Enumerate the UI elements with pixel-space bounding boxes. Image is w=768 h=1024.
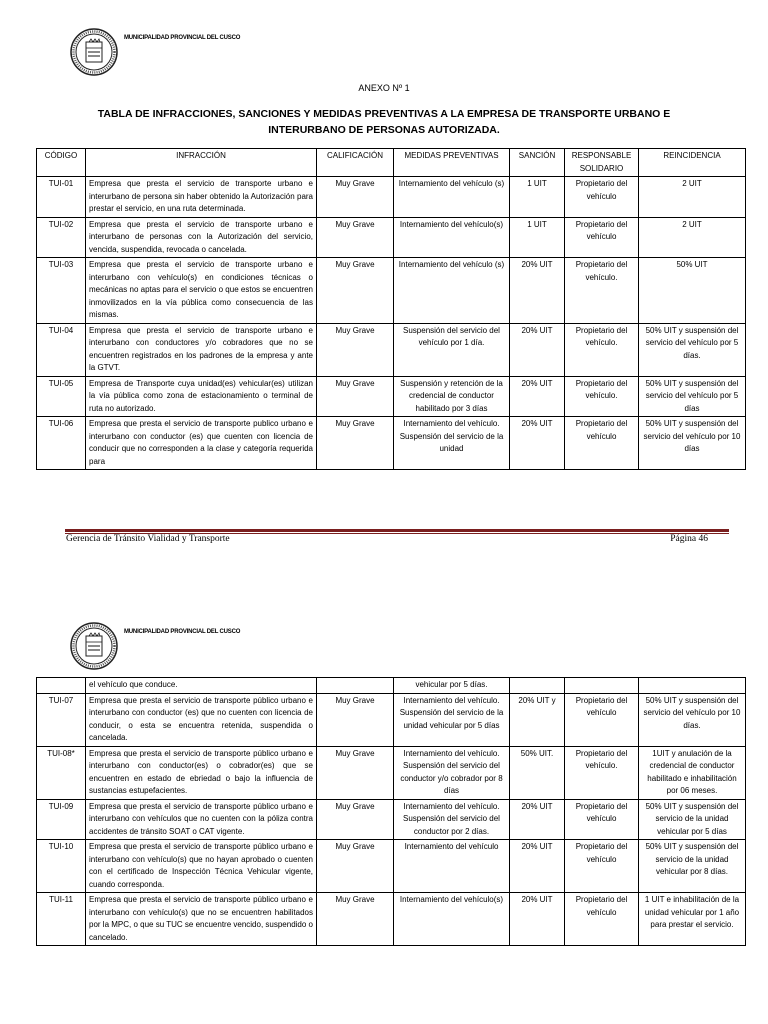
row-code: TUI-02	[37, 217, 86, 258]
row-rating: Muy Grave	[317, 323, 394, 376]
col-header-recidivism: REINCIDENCIA	[639, 149, 746, 177]
municipality-name: MUNICIPALIDAD PROVINCIAL DEL CUSCO	[124, 35, 241, 41]
row-code: TUI-03	[37, 258, 86, 324]
continued-measures-text: vehicular por 5 días.	[394, 678, 510, 694]
infractions-table-continued	[36, 677, 746, 946]
page2-table-body	[37, 678, 746, 946]
row-recidivism: 50% UIT y suspensión del servicio del vehículo por 10 días	[639, 417, 746, 470]
row-recidivism: 2 UIT	[639, 217, 746, 258]
row-code: TUI-04	[37, 323, 86, 376]
row-recidivism: 50% UIT y suspensión del servicio del vehículo por 5 días	[639, 376, 746, 417]
row-responsible: Propietario del vehículo.	[565, 746, 639, 799]
row-infraction: Empresa de Transporte cuya unidad(es) vehicular(es) utilizan la vía pública como zona de estacionamiento o terminal de ruta no autorizado.	[86, 376, 317, 417]
row-responsible: Propietario del vehículo.	[565, 376, 639, 417]
row-sanction: 1 UIT	[510, 217, 565, 258]
municipal-seal-icon	[70, 28, 118, 76]
row-rating: Muy Grave	[317, 840, 394, 893]
page1-table-body	[37, 177, 746, 470]
row-measures: Suspensión y retención de la credencial de conductor habilitado por 3 días	[394, 376, 510, 417]
table-row	[37, 746, 746, 799]
row-infraction: Empresa que presta el servicio de transporte público urbano e interurbano con vehículo(s) que no se encuentren habilitados por la MPC, o que su TUC se encuentre vencido, suspendido o cancelado.	[86, 893, 317, 946]
continued-infraction-text: el vehículo que conduce.	[86, 678, 317, 694]
row-rating: Muy Grave	[317, 217, 394, 258]
row-measures: Internamiento del vehículo(s)	[394, 893, 510, 946]
row-responsible: Propietario del vehículo	[565, 893, 639, 946]
municipal-seal-icon	[70, 622, 118, 670]
row-sanction: 20% UIT	[510, 799, 565, 840]
row-code: TUI-10	[37, 840, 86, 893]
table-row	[37, 323, 746, 376]
row-responsible: Propietario del vehículo.	[565, 258, 639, 324]
document-title: TABLA DE INFRACCIONES, SANCIONES Y MEDIDAS PREVENTIVAS A LA EMPRESA DE TRANSPORTE URBANO E INTERURBANO DE PERSONAS AUTORIZADA.	[97, 108, 671, 136]
row-code: TUI-01	[37, 177, 86, 218]
row-responsible: Propietario del vehículo	[565, 177, 639, 218]
row-measures: Internamiento del vehículo(s)	[394, 217, 510, 258]
row-code: TUI-11	[37, 893, 86, 946]
table-row	[37, 177, 746, 218]
col-header-measures: MEDIDAS PREVENTIVAS	[394, 149, 510, 177]
table-row	[37, 840, 746, 893]
table-row	[37, 417, 746, 470]
table-row	[37, 217, 746, 258]
row-rating: Muy Grave	[317, 258, 394, 324]
row-rating: Muy Grave	[317, 177, 394, 218]
row-code: TUI-07	[37, 693, 86, 746]
row-recidivism: 1 UIT e inhabilitación de la unidad vehicular por 1 año para prestar el servicio.	[639, 893, 746, 946]
continuation-row	[37, 678, 746, 694]
row-rating: Muy Grave	[317, 417, 394, 470]
row-recidivism: 50% UIT y suspensión del servicio de la unidad vehicular por 5 días	[639, 799, 746, 840]
row-responsible: Propietario del vehículo.	[565, 323, 639, 376]
infractions-table	[36, 148, 746, 470]
row-rating: Muy Grave	[317, 799, 394, 840]
row-infraction: Empresa que presta el servicio de transporte público urbano e interurbano con vehículo(s) que no hayan aprobado o cuenten con el certificado de Inspección Técnica Vehicular vigente, cuando corresponda.	[86, 840, 317, 893]
row-code: TUI-05	[37, 376, 86, 417]
row-sanction: 20% UIT y	[510, 693, 565, 746]
row-code: TUI-09	[37, 799, 86, 840]
row-measures: Internamiento del vehículo. Suspensión del servicio del conductor por 2 días.	[394, 799, 510, 840]
table-header-row	[37, 149, 746, 177]
row-rating: Muy Grave	[317, 376, 394, 417]
row-responsible: Propietario del vehículo	[565, 840, 639, 893]
row-infraction: Empresa que presta el servicio de transporte urbano e interurbano con vehículo(s) en condiciones técnicas o mecánicas no aptas para el servicio o que estos se encuentren inmovilizados en la vía pública como consecuencia de las mismas.	[86, 258, 317, 324]
row-rating: Muy Grave	[317, 693, 394, 746]
col-header-code: CÓDIGO	[37, 149, 86, 177]
row-infraction: Empresa que presta el servicio de transporte urbano e interurbano de persona sin haber obtenido la Autorización para prestar el servicio, en una ruta determinada.	[86, 177, 317, 218]
col-header-sanction: SANCIÓN	[510, 149, 565, 177]
row-rating: Muy Grave	[317, 746, 394, 799]
row-sanction: 20% UIT	[510, 417, 565, 470]
table-row	[37, 376, 746, 417]
row-sanction: 20% UIT	[510, 258, 565, 324]
row-sanction: 1 UIT	[510, 177, 565, 218]
row-measures: Suspensión del servicio del vehículo por 1 día.	[394, 323, 510, 376]
row-sanction: 50% UIT.	[510, 746, 565, 799]
row-infraction: Empresa que presta el servicio de transporte publico urbano e interurbano con conductor (es) que cuenten con licencia de conducir que no corresponden a la clase y categoría requerida para	[86, 417, 317, 470]
row-responsible: Propietario del vehículo	[565, 417, 639, 470]
row-measures: Internamiento del vehículo. Suspensión del servicio de la unidad	[394, 417, 510, 470]
row-infraction: Empresa que presta el servicio de transporte urbano e interurbano con conductores y/o cobradores que no se encuentren registrados en los padrones de la empresa y ante la GTVT.	[86, 323, 317, 376]
row-sanction: 20% UIT	[510, 893, 565, 946]
row-infraction: Empresa que presta el servicio de transporte público urbano e interurbano con conductor (es) que no cuenten con licencia de conducir, o esta se encuentra retenida, suspendida o cancelada.	[86, 693, 317, 746]
row-sanction: 20% UIT	[510, 840, 565, 893]
row-infraction: Empresa que presta el servicio de transporte público urbano e interurbano con conductor(es) o cobrador(es) que se encuentren en estado de ebriedad o bajo la influencia de sustancias estupefacientes.	[86, 746, 317, 799]
col-header-responsible: RESPONSABLE SOLIDARIO	[565, 149, 639, 177]
table-row	[37, 799, 746, 840]
row-infraction: Empresa que presta el servicio de transporte urbano e interurbano de personas con la Autorización del servicio, vencida, suspendida, revocada o cancelada.	[86, 217, 317, 258]
row-recidivism: 50% UIT y suspensión del servicio del vehículo por 10 días.	[639, 693, 746, 746]
row-recidivism: 1UIT y anulación de la credencial de conductor habilitado e inhabilitación por 06 meses.	[639, 746, 746, 799]
page-number: Página 46	[670, 534, 708, 544]
row-sanction: 20% UIT	[510, 323, 565, 376]
row-recidivism: 50% UIT	[639, 258, 746, 324]
row-infraction: Empresa que presta el servicio de transporte público urbano e interurbano con vehículos que no cuenten con la póliza contra accidentes de tránsito SOAT o CAT vigente.	[86, 799, 317, 840]
row-code: TUI-08*	[37, 746, 86, 799]
table-row	[37, 893, 746, 946]
footer-divider	[65, 529, 729, 532]
row-sanction: 20% UIT	[510, 376, 565, 417]
col-header-rating: CALIFICACIÓN	[317, 149, 394, 177]
table-row	[37, 693, 746, 746]
row-responsible: Propietario del vehículo	[565, 217, 639, 258]
row-measures: Internamiento del vehículo (s)	[394, 177, 510, 218]
row-recidivism: 50% UIT y suspensión del servicio de la unidad vehicular por 8 días.	[639, 840, 746, 893]
row-responsible: Propietario del vehículo	[565, 693, 639, 746]
row-measures: Internamiento del vehículo (s)	[394, 258, 510, 324]
col-header-infraction: INFRACCIÓN	[86, 149, 317, 177]
municipality-name: MUNICIPALIDAD PROVINCIAL DEL CUSCO	[124, 629, 241, 635]
row-measures: Internamiento del vehículo	[394, 840, 510, 893]
footer-department: Gerencia de Tránsito Vialidad y Transporte	[66, 534, 230, 544]
row-rating: Muy Grave	[317, 893, 394, 946]
row-measures: Internamiento del vehículo. Suspensión del servicio del conductor y/o cobrador por 8 días	[394, 746, 510, 799]
row-code: TUI-06	[37, 417, 86, 470]
row-recidivism: 2 UIT	[639, 177, 746, 218]
annex-label: ANEXO Nº 1	[358, 83, 410, 93]
table-row	[37, 258, 746, 324]
row-responsible: Propietario del vehículo	[565, 799, 639, 840]
document-page-2	[0, 560, 768, 1024]
row-measures: Internamiento del vehículo. Suspensión del servicio de la unidad vehicular por 5 días	[394, 693, 510, 746]
row-recidivism: 50% UIT y suspensión del servicio del vehículo por 5 días.	[639, 323, 746, 376]
